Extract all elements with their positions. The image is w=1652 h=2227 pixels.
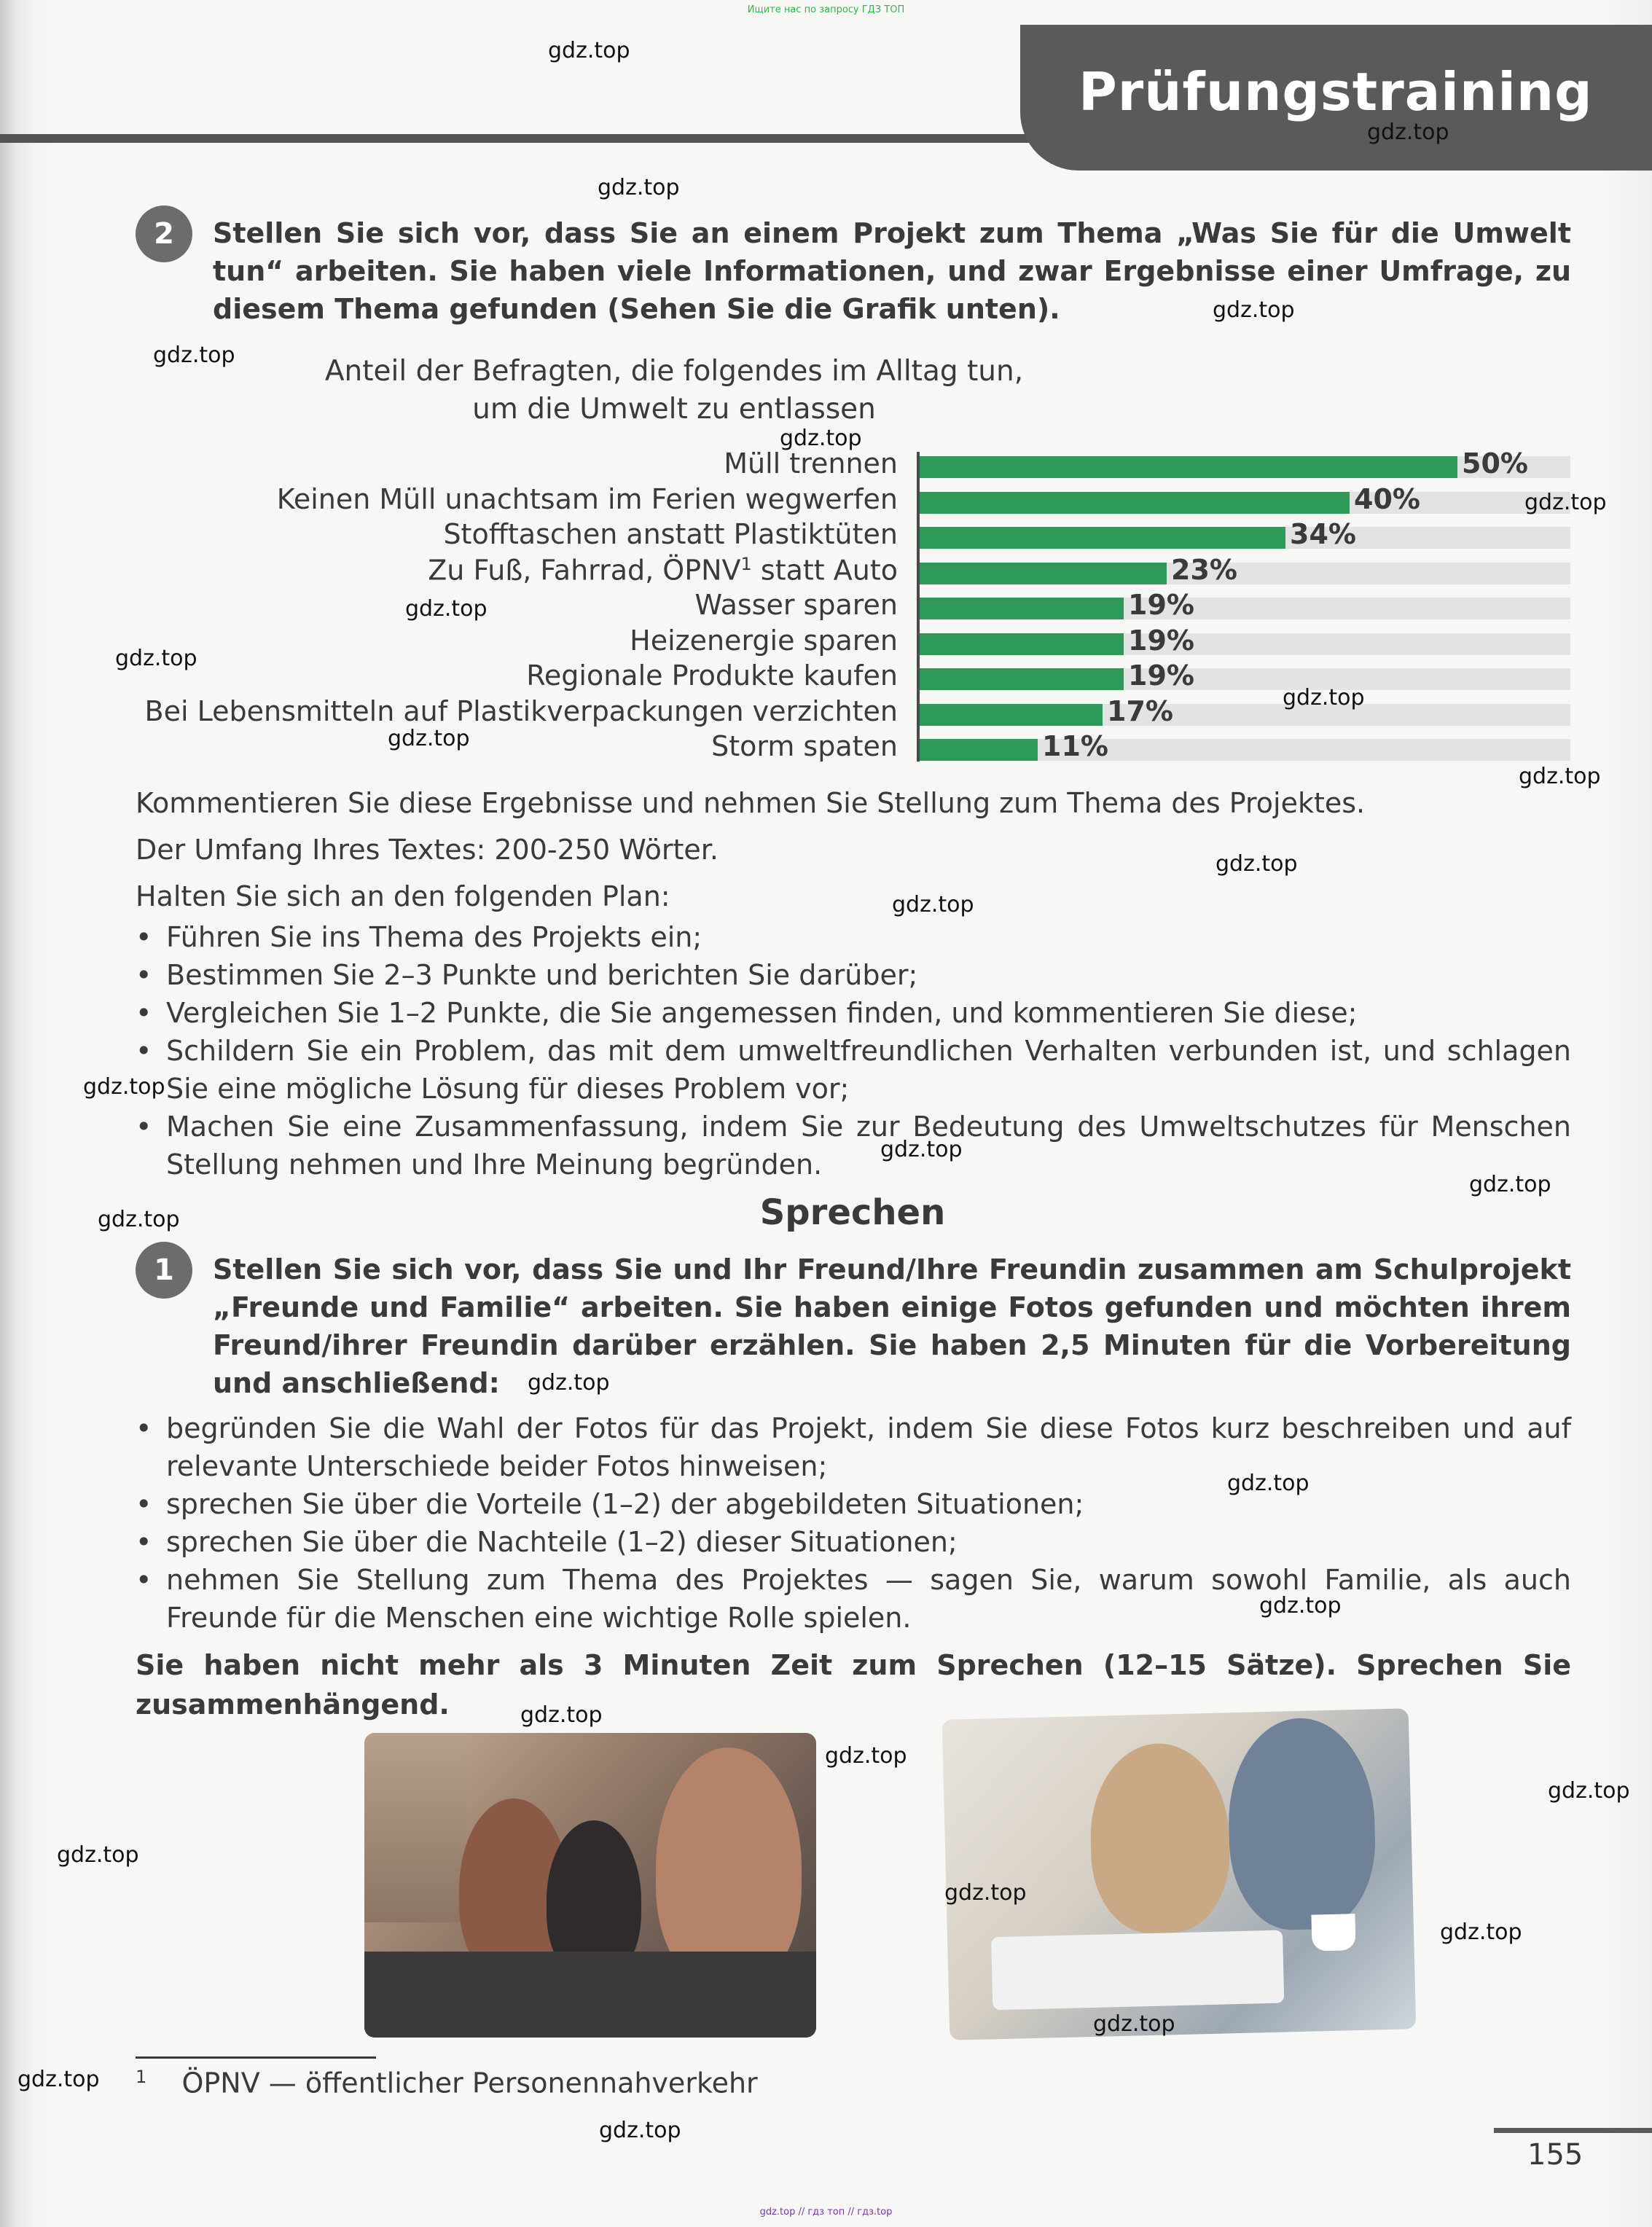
bar-label-6: Regionale Produkte kaufen [526, 660, 898, 692]
watermark-text: gdz.top [1215, 851, 1298, 877]
watermark-text: gdz.top [1524, 490, 1607, 515]
speaking-time-note: Sie haben nicht mehr als 3 Minuten Zeit zum Sprechen (12–15 Sätze). Sprechen Sie zusammenhängend. [136, 1649, 1571, 1721]
watermark-text: gdz.top [83, 1074, 165, 1100]
watermark-text: gdz.top [1469, 1172, 1551, 1197]
plan-bullet-1 [136, 956, 1571, 994]
watermark-text: gdz.top [1213, 297, 1295, 323]
task-1-instructions: Stellen Sie sich vor, dass Sie und Ihr Freund/Ihre Freundin zusammen am Schulprojekt „Freunde und Familie“ arbeiten. Sie haben einige Fotos gefunden und möchten ihrem Freund/ihrer Freundin darüber erzählen. Sie haben 2,5 Minuten für die Vorbereitung und anschließend: [213, 1253, 1571, 1399]
bullet-dot: • [136, 1488, 152, 1520]
footnote-rule [136, 2056, 376, 2059]
bullet-dot: • [136, 1035, 152, 1067]
bullet-dot: • [136, 1564, 152, 1596]
bullet-dot: • [136, 959, 152, 991]
page-number-rule [1494, 2128, 1652, 2133]
watermark-text: gdz.top [1519, 764, 1601, 789]
bar-label-8: Storm spaten [711, 730, 898, 762]
bar-value-label-1: 40% [1354, 482, 1420, 515]
bullet-text: Führen Sie ins Thema des Projekts ein; [166, 921, 702, 953]
plan-bullet-3 [136, 1032, 1571, 1108]
watermark-text: gdz.top [115, 646, 197, 671]
plan-bullet-2 [136, 994, 1571, 1032]
bar-value-label-2: 34% [1290, 518, 1356, 550]
chart-title [306, 353, 1042, 428]
watermark-text: gdz.top [57, 1842, 139, 1868]
bar-8 [920, 739, 1038, 761]
bullet-text: Bestimmen Sie 2–3 Punkte und berichten Sie darüber; [166, 959, 918, 991]
word-count-instruction: Der Umfang Ihres Textes: 200-250 Wörter. [136, 834, 719, 866]
watermark-text: gdz.top [880, 1137, 963, 1162]
bullet-dot: • [136, 1412, 152, 1444]
bullet-text: begründen Sie die Wahl der Fotos für das Projekt, indem Sie diese Fotos kurz beschreiben und auf relevante Unterschiede beider Fotos hinweisen; [166, 1412, 1571, 1482]
bar-label-2: Stofftaschen anstatt Plastiktüten [443, 518, 898, 550]
watermark-text: gdz.top [528, 1370, 610, 1396]
bullet-text: sprechen Sie über die Nachteile (1–2) dieser Situationen; [166, 1526, 958, 1558]
plan-intro: Halten Sie sich an den folgenden Plan: [136, 880, 670, 912]
photo-friends-cafe [364, 1733, 816, 2038]
bar-7 [920, 704, 1103, 726]
top-note[interactable]: Ищите нас по запросу ГДЗ ТОП [747, 4, 905, 15]
bar-5 [920, 633, 1124, 655]
watermark-text: gdz.top [1093, 2011, 1175, 2037]
watermark-text: gdz.top [405, 596, 488, 622]
bar-1 [920, 492, 1350, 514]
plan-bullet-4 [136, 1108, 1571, 1183]
bar-value-label-5: 19% [1128, 624, 1194, 657]
bullet-dot: • [136, 1526, 152, 1558]
bottom-note[interactable]: gdz.top // гдз топ // гдз.top [759, 2207, 893, 2218]
speaking-bullet-1 [136, 1485, 1571, 1523]
grandmother [1089, 1742, 1232, 1935]
watermark-text: gdz.top [599, 2118, 681, 2143]
task-2-instructions: Stellen Sie sich vor, dass Sie an einem Projekt zum Thema „Was Sie für die Umwelt tun“ arbeiten. Sie haben viele Informationen, und zwar Ergebnisse einer Umfrage, zu diesem Thema gefunden (Sehen Sie die Grafik unten). [213, 217, 1571, 325]
bullet-text: sprechen Sie über die Vorteile (1–2) der abgebildeten Situationen; [166, 1488, 1084, 1520]
page-number: 155 [1527, 2138, 1584, 2172]
page-header-title: Prüfungstraining [1079, 61, 1593, 122]
watermark-text: gdz.top [153, 343, 235, 368]
bar-label-1: Keinen Müll unachtsam im Ferien wegwerfen [276, 482, 898, 515]
watermark-text: gdz.top [598, 175, 680, 200]
watermark-text: gdz.top [548, 38, 630, 63]
watermark-text: gdz.top [892, 892, 974, 917]
bullet-text: nehmen Sie Stellung zum Thema des Projektes — sagen Sie, warum sowohl Familie, als auch Freunde für die Menschen eine wichtige Rolle spielen. [166, 1564, 1571, 1634]
bar-3 [920, 563, 1167, 584]
watermark-text: gdz.top [98, 1207, 180, 1232]
watermark-text: gdz.top [1548, 1778, 1630, 1804]
bullet-dot: • [136, 997, 152, 1029]
speaking-bullet-0 [136, 1409, 1571, 1485]
speaking-bullet-3 [136, 1561, 1571, 1637]
bar-6 [920, 668, 1124, 690]
watermark-text: gdz.top [1283, 685, 1365, 711]
section-title-sprechen: Sprechen [759, 1192, 946, 1233]
watermark-text: gdz.top [1227, 1471, 1310, 1496]
footnote [136, 2067, 758, 2099]
bar-label-3: Zu Fuß, Fahrrad, ÖPNV$^1$ statt Auto [428, 553, 898, 587]
bullet-dot: • [136, 1111, 152, 1143]
bar-value-label-3: 23% [1171, 553, 1237, 586]
footnote-text: ÖPNV — öffentlicher Personennahverkehr [181, 2067, 758, 2099]
watermark-text: gdz.top [1440, 1919, 1522, 1945]
cafe-table [364, 1952, 816, 2038]
bar-value-label-8: 11% [1042, 730, 1108, 762]
grandson [1226, 1716, 1377, 1931]
watermark-text: gdz.top [1259, 1593, 1342, 1619]
watermark-text: gdz.top [388, 726, 470, 751]
watermark-text: gdz.top [17, 2067, 100, 2092]
building-backdrop [364, 1733, 466, 1922]
chart-title-line-2: um die Umwelt zu entlassen [472, 393, 876, 426]
bullet-dot: • [136, 921, 152, 953]
bar-0 [920, 456, 1457, 478]
tea-cup [1311, 1914, 1355, 1951]
chart-axis-line [917, 452, 920, 762]
bar-label-5: Heizenergie sparen [630, 624, 898, 657]
bar-value-label-6: 19% [1128, 660, 1194, 692]
bar-value-label-0: 50% [1462, 447, 1528, 480]
bar-value-label-7: 17% [1107, 694, 1173, 727]
watermark-text: gdz.top [1367, 120, 1449, 145]
bar-label-4: Wasser sparen [694, 589, 898, 621]
watermark-text: gdz.top [825, 1743, 907, 1769]
bar-2 [920, 527, 1285, 549]
bar-label-0: Müll trennen [724, 447, 898, 480]
bar-label-7: Bei Lebensmitteln auf Plastikverpackungen verzichten [144, 694, 898, 727]
bar-4 [920, 598, 1124, 619]
bullet-text: Machen Sie eine Zusammenfassung, indem Sie zur Bedeutung des Umweltschutzes für Menschen Stellung nehmen und Ihre Meinung begründen. [166, 1111, 1571, 1181]
photo-grandmother-grandson [942, 1708, 1417, 2040]
task-2-number: 2 [136, 206, 192, 262]
watermark-text: gdz.top [944, 1880, 1027, 1906]
footnote-ref: 1 [740, 553, 752, 574]
watermark-text: gdz.top [780, 426, 862, 451]
footnote-mark: 1 [136, 2067, 147, 2087]
comment-instruction: Kommentieren Sie diese Ergebnisse und nehmen Sie Stellung zum Thema des Projektes. [136, 787, 1366, 819]
task-1-number: 1 [136, 1242, 192, 1299]
bullet-text: Schildern Sie ein Problem, das mit dem umweltfreundlichen Verhalten verbunden ist, und schlagen Sie eine mögliche Lösung für dieses Problem vor; [166, 1035, 1571, 1105]
watermark-text: gdz.top [520, 1702, 603, 1728]
chart-title-line-1: Anteil der Befragten, die folgendes im Alltag tun, [324, 355, 1024, 388]
plan-bullet-0 [136, 918, 1571, 956]
bar-value-label-4: 19% [1128, 589, 1194, 621]
bullet-text: Vergleichen Sie 1–2 Punkte, die Sie angemessen finden, und kommentieren Sie diese; [166, 997, 1358, 1029]
laptop [991, 1930, 1284, 2011]
speaking-bullet-2 [136, 1523, 1571, 1561]
